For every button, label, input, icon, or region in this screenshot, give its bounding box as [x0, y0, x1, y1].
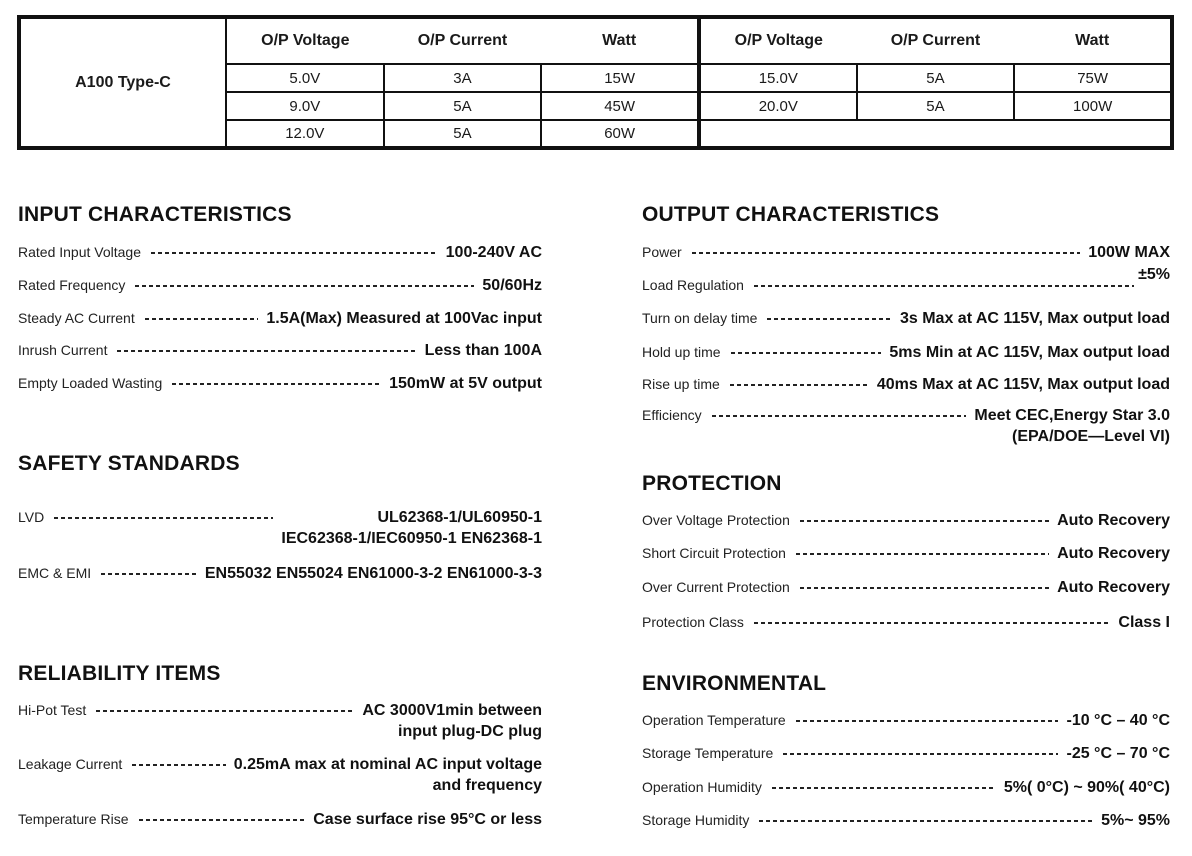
spec-label: Short Circuit Protection: [642, 545, 786, 561]
spec-value: EN55032 EN55024 EN61000-3-2 EN61000-3-3: [204, 565, 542, 582]
table-cell: 60W: [541, 120, 699, 148]
dotted-leader: [767, 318, 892, 320]
spec-value-line: (EPA/DOE—Level VI): [1012, 428, 1170, 445]
table-cell: 15.0V: [699, 64, 857, 92]
column-header: O/P Voltage: [226, 17, 384, 64]
column-header: Watt: [541, 17, 699, 64]
spec-value: 3s Max at AC 115V, Max output load: [899, 310, 1170, 327]
spec-row-lvd: [18, 507, 542, 549]
table-cell: 5A: [384, 92, 542, 120]
dotted-leader: [96, 710, 354, 712]
spec-value: 1.5A(Max) Measured at 100Vac input: [266, 310, 542, 327]
spec-value: 100W MAX: [1088, 244, 1170, 261]
spec-label: Operation Temperature: [642, 712, 786, 728]
dotted-leader: [172, 383, 381, 385]
spec-row-short-circuit: [642, 543, 1170, 564]
dotted-leader: [101, 573, 197, 575]
spec-value: 100-240V AC: [445, 244, 542, 261]
dotted-leader: [796, 553, 1049, 555]
dotted-leader: [731, 352, 882, 354]
spec-label: Hi-Pot Test: [18, 702, 87, 718]
spec-value: Auto Recovery: [1057, 545, 1170, 562]
spec-label: Load Regulation: [642, 277, 744, 293]
spec-row-leakage-current: [18, 754, 542, 796]
spec-value-line: input plug-DC plug: [398, 723, 542, 740]
dotted-leader: [730, 384, 869, 386]
spec-row-hi-pot-test: [18, 700, 542, 742]
spec-row-over-voltage: [642, 510, 1170, 531]
model-name: A100 Type-C: [19, 17, 226, 148]
table-cell: 5A: [857, 92, 1015, 120]
spec-value: -25 °C – 70 °C: [1066, 745, 1170, 762]
dotted-leader: [145, 318, 259, 320]
spec-label: Leakage Current: [18, 756, 123, 772]
spec-label: LVD: [18, 509, 45, 525]
spec-value: ±5%: [1138, 266, 1170, 283]
table-cell: 5A: [384, 120, 542, 148]
spec-value: 50/60Hz: [482, 277, 542, 294]
spec-value: Less than 100A: [424, 342, 542, 359]
spec-row-rated-frequency: [18, 275, 542, 296]
spec-value-line: IEC62368-1/IEC60950-1 EN62368-1: [281, 530, 542, 547]
column-header: O/P Voltage: [699, 17, 857, 64]
spec-value-line: UL62368-1/UL60950-1: [377, 509, 542, 526]
spec-row-operation-humidity: [642, 777, 1170, 798]
spec-row-storage-temperature: [642, 743, 1170, 764]
spec-value: Auto Recovery: [1057, 512, 1170, 529]
dotted-leader: [117, 350, 416, 352]
spec-row-steady-ac-current: [18, 308, 542, 329]
dotted-leader: [139, 819, 306, 821]
spec-value: [974, 405, 1170, 447]
table-cell: 9.0V: [226, 92, 384, 120]
dotted-leader: [754, 285, 1134, 287]
spec-row-over-current: [642, 577, 1170, 598]
dotted-leader: [800, 587, 1049, 589]
spec-label: Operation Humidity: [642, 779, 762, 795]
spec-label: Storage Humidity: [642, 812, 750, 828]
dotted-leader: [151, 252, 438, 254]
spec-label: Temperature Rise: [18, 811, 129, 827]
column-header: Watt: [1014, 17, 1172, 64]
spec-label: Steady AC Current: [18, 310, 135, 326]
dotted-leader: [135, 285, 474, 287]
spec-label: Efficiency: [642, 407, 702, 423]
table-cell: 75W: [1014, 64, 1172, 92]
spec-label: Empty Loaded Wasting: [18, 375, 163, 391]
dotted-leader: [759, 820, 1093, 822]
dotted-leader: [754, 622, 1110, 624]
safety-section-title: SAFETY STANDARDS: [18, 452, 240, 475]
output-section-title: OUTPUT CHARACTERISTICS: [642, 203, 940, 226]
spec-value: 5%~ 95%: [1101, 812, 1170, 829]
spec-row-rated-input-voltage: [18, 242, 542, 263]
spec-row-load-regulation: [642, 266, 1170, 293]
spec-value: -10 °C – 40 °C: [1066, 712, 1170, 729]
spec-label: EMC & EMI: [18, 565, 92, 581]
spec-label: Rated Input Voltage: [18, 244, 141, 260]
spec-label: Storage Temperature: [642, 745, 774, 761]
dotted-leader: [54, 517, 273, 519]
dotted-leader: [692, 252, 1081, 254]
spec-value: 40ms Max at AC 115V, Max output load: [876, 376, 1170, 393]
table-cell: 15W: [541, 64, 699, 92]
table-cell: 5.0V: [226, 64, 384, 92]
spec-label: Over Current Protection: [642, 579, 790, 595]
spec-value: [362, 700, 542, 742]
left-column: [18, 0, 542, 856]
spec-row-emc-emi: [18, 563, 542, 584]
environmental-section-title: ENVIRONMENTAL: [642, 672, 827, 695]
spec-row-hold-up-time: [642, 342, 1170, 363]
spec-label: Hold up time: [642, 344, 721, 360]
input-section-title: INPUT CHARACTERISTICS: [18, 203, 292, 226]
spec-row-inrush-current: [18, 340, 542, 361]
spec-value: [234, 754, 542, 796]
spec-row-operation-temperature: [642, 710, 1170, 731]
spec-value-line: AC 3000V1min between: [362, 702, 542, 719]
spec-label: Turn on delay time: [642, 310, 758, 326]
spec-row-temperature-rise: [18, 809, 542, 830]
spec-value: Auto Recovery: [1057, 579, 1170, 596]
spec-row-rise-up-time: [642, 374, 1170, 395]
dotted-leader: [800, 520, 1049, 522]
spec-label: Rated Frequency: [18, 277, 126, 293]
table-cell: 5A: [857, 64, 1015, 92]
spec-value: Class I: [1118, 614, 1170, 631]
table-cell: 100W: [1014, 92, 1172, 120]
dotted-leader: [132, 764, 225, 766]
spec-value: 5%( 0°C) ~ 90%( 40°C): [1003, 779, 1170, 796]
spec-row-storage-humidity: [642, 810, 1170, 831]
dotted-leader: [783, 753, 1058, 755]
table-cell: 12.0V: [226, 120, 384, 148]
column-header: O/P Current: [857, 17, 1015, 64]
spec-label: Inrush Current: [18, 342, 108, 358]
spec-label: Power: [642, 244, 682, 260]
dotted-leader: [712, 415, 967, 417]
spec-value-line: 0.25mA max at nominal AC input voltage: [233, 756, 542, 773]
spec-label: Protection Class: [642, 614, 744, 630]
dotted-leader: [796, 720, 1059, 722]
table-cell: 45W: [541, 92, 699, 120]
table-cell: 20.0V: [699, 92, 857, 120]
spec-row-protection-class: [642, 612, 1170, 633]
spec-label: Over Voltage Protection: [642, 512, 790, 528]
protection-section-title: PROTECTION: [642, 472, 782, 495]
spec-row-empty-loaded-wasting: [18, 373, 542, 394]
spec-label: Rise up time: [642, 376, 720, 392]
column-header: O/P Current: [384, 17, 542, 64]
spec-row-power: [642, 242, 1170, 263]
spec-value: 150mW at 5V output: [389, 375, 542, 392]
spec-value-line: Meet CEC,Energy Star 3.0: [974, 407, 1170, 424]
right-column: [642, 0, 1170, 856]
table-cell: 3A: [384, 64, 542, 92]
spec-value: Case surface rise 95°C or less: [313, 811, 542, 828]
spec-row-efficiency: [642, 405, 1170, 447]
spec-value: [281, 507, 542, 549]
spec-value-line: and frequency: [432, 777, 542, 794]
spec-row-turn-on-delay: [642, 308, 1170, 329]
spec-value: 5ms Min at AC 115V, Max output load: [889, 344, 1170, 361]
dotted-leader: [772, 787, 996, 789]
reliability-section-title: RELIABILITY ITEMS: [18, 662, 221, 685]
